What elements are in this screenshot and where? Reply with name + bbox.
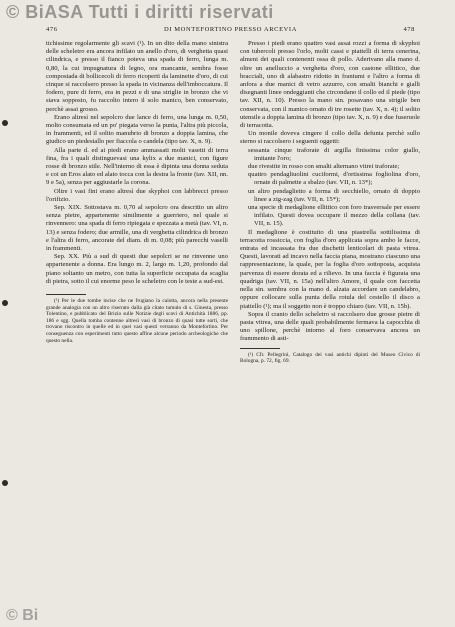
paragraph: Il medaglione è costituito di una piastrella sottilissima di terracotta rossiccia, con foglia d'oro applicata sopra ambo le facce, entrata ed incassata fra due dischetti lenticolari di pasta vitrea. Questi, lavorati ad incavo nella faccia piana, mostrano ciascuno una rappresentazione, la quale, per la foglia d'oro sottoposta, acquista parvenza di essere dorata ed a rilievo. In una faccia è figurata una quadriga (tav. VII, n. 15a) nell'altro Amore, il quale con faccetta nella sin. sembra con la mano d. alzata accordare un candelabro, oppure collocare sulla punta della rotula del cestello il disco a piattello (¹); ma il soggetto non è troppo chiaro (tav. VII, n. 15b). xyxy=(240,228,420,310)
paragraph: Presso i piedi erano quattro vasi assai rozzi a forma di skyphoi con tubercoli presso l'orlo, molti cassi e piattelli di terra cenerina, almeni dei quali contenenti ossa di pollo. Aderivano alla mano d. oltre un anelluccio a verghetta d'oro, con castone ellittico, due bracciali, uno di alabastro ridotto in frantumi e l'altro a forma di anfora a due manici di vetro azzurro, con smalti bianchi e gialli disegnanti linee ondeggianti che circondano il collo ed il piede (tipo tav. XII, n. 10). Presso la mano sin. posavano una strigile ben conservata, con il manico ornato di tre rosette (tav. X, n. 4); il solito utensile a doppia lamina di bronzo (tipo tav. X, n. 9) e due fuseruole di terracotta. xyxy=(240,40,420,130)
footnote: (¹) Per le due tombe incise che ne frugiano la calotta, ancora nella presente grande analogia con un altro riserrato dalla già citato tumulo di s. Ginesta, presso Tolentino, e pubblicato del Brizio sulle Notizie degli scavi di Antichità 1886, pp. 186 e sgg. Quella tomba contenne altresì vasi di bronzo di quasi tutte sorti, che trovano riscontro in quelle ed in quei vasi questi verranno da Montefortino. Per conseguenza con esperimenti tutto questo affine alcune periodo archeologiche che questo nella. xyxy=(46,298,228,344)
paragraph: Sopra il cranio dello scheletro si raccolsero due grosse pietre di pasta vitrea, una delle quali probabilmente fermava la capocchia di uno spillone, perchè intorno al foro conservava ancora un frammento di asti- xyxy=(240,310,420,343)
copyright-watermark-top: © BiASA Tutti i diritti riservati xyxy=(6,2,274,22)
list-item: una specie di medaglione ellittico con foro trasversale per essere infilato. Questi dovea occupare il mezzo della collana (tav. VII, n. 15). xyxy=(248,204,420,228)
page-number-right: 478 xyxy=(403,26,415,33)
footnotes xyxy=(46,294,228,344)
list-item: un altro pendaglietto a forma di secchiello, ornato di doppio linee a zig-zag (tav. VII, n. 15*); xyxy=(248,187,420,203)
paragraph: Alla parte d. ed ai piedi erano ammassati molti vasetti di terra fina, fra i quali distinguevasi una kylix a due manici, con figure rosse di bronzo stile. Nell'interno di essa è dipinta una donna seduta e coi un Eros alato ed alato tocca con la destra la fronte (tav. XII, nn. 9 e 5a), senza per aggiustarle la corona. xyxy=(46,146,228,187)
left-text-column xyxy=(46,40,228,588)
footnote: (¹) Cfr. Pellegrini, Catalogo dei vasi antichi dipinti del Museo Civico di Bologna, p. 72, fig. 69. xyxy=(240,351,420,365)
footnote-divider xyxy=(46,294,86,295)
running-title: DI MONTEFORTINO PRESSO ARCEVIA xyxy=(164,26,297,33)
right-text-column xyxy=(240,40,420,588)
binding-hole-mark xyxy=(2,300,8,306)
paragraph: Un monile doveva cingere il collo della defunta perchè sullo sterno si raccolsero i seguenti oggetti: xyxy=(240,130,420,146)
binding-hole-mark xyxy=(2,480,8,486)
footnote-divider xyxy=(240,348,280,349)
page-number-left: 476 xyxy=(46,26,58,33)
list-item: due rivestite in rosso con smalti alternano vitrei traforate; xyxy=(248,163,400,171)
list-item: quattro pendagliuolini cuciformi, d'ortissima fogliolina d'oro, ornate di palmette a sbalzo (tav. VII, n. 13*); xyxy=(248,171,420,187)
paragraph: tichissime regolarmente gli scavi (¹). In un dito della mano sinistra delle scheletro era ancora infilato un anello d'oro, di verghetta quasi cilindrica, e presso il fianco poteva una spada di ferro, lunga m. 0,80, la cui impugnatura di legno, ora mancante, sembra fosse compostada di bollicecoli di ferro ricoperti da laminette d'oro, di cui cinque si raccolsero presso la spada in vicinanza dell'imboccatura. Il fodero, pure di ferro, era in pezzi e di una striglie in bronzo che vi stava sopposto, fu raccolto intero il solo manico, ben conservato, perchè assai grosso. xyxy=(46,40,228,113)
paragraph: Oltre i vasi fini erano altresì due skyphoi con labbrecci presso l'orifizio. xyxy=(46,187,228,203)
running-header xyxy=(46,26,415,36)
binding-hole-mark xyxy=(2,120,8,126)
list-item: sessanta cinque traforate di argilla finissima color giallo, imitante l'oro; xyxy=(248,146,420,162)
paragraph: Sep. XX. Più a sud di questi due sepolcri se ne rinvenne uno appartenente a donna. Era lungo m. 2, largo m. 1,20, profondo dal piano soltanto un metro, con tutta la superficie occupata da scaglia di pietra, sotto il cui enorme peso le scheletro con le teste a sud-est. xyxy=(46,253,228,285)
paragraph: Erano altresì nel sepolcro due lance di ferro, una lunga m. 0,50, molto consumata ed un po' piegata verso la punta, l'altra più piccola, in frammenti, ed il solito manubrio di bronzo a doppia lamina, che giudico un piedestallo per fiaccola o candela (tipo tav. X, n. 9). xyxy=(46,113,228,146)
paragraph: Sep. XIX. Sottostava m. 0,70 al sepolcro ora descritto un altro senza pietre, appartenente similmente a guerriero, nel quale si rinvennero: una spada di ferro ripiegata e spezzata a metà (tav. VI, n. 13) e senza fodero; due armille, una di verghetta cilindrica di bronzo e l'altra di ferro, ancorate del diam. di m. 0,08; più parecchi vaselli in frammenti. xyxy=(46,204,228,253)
copyright-watermark-bottom: © Bi xyxy=(6,607,39,624)
